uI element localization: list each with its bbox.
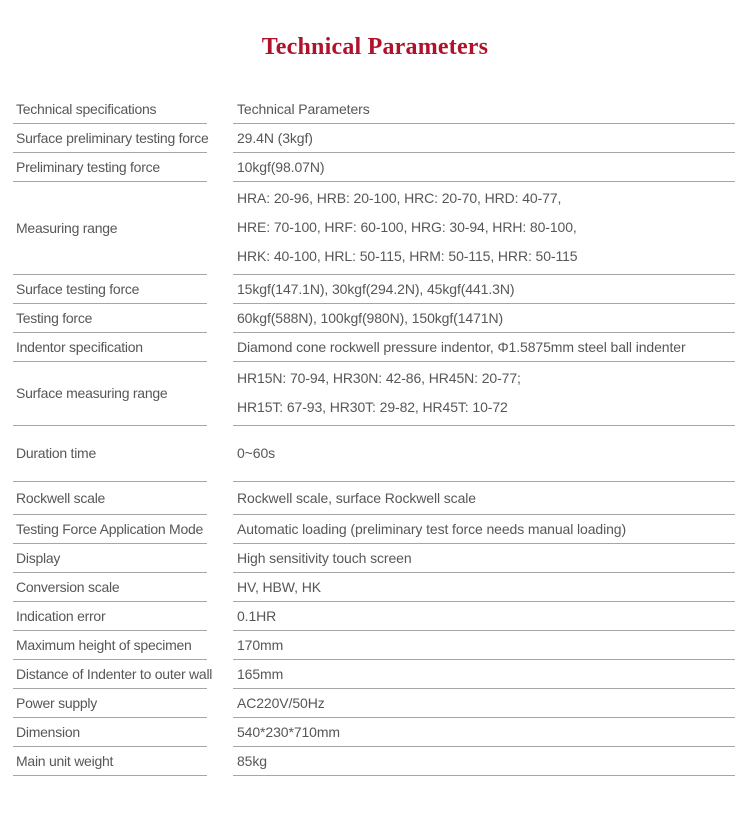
table-row: [13, 544, 735, 573]
table-row: [13, 515, 735, 544]
row-label: Duration time: [13, 426, 207, 482]
row-label: Measuring range: [13, 182, 207, 275]
value-line: HRA: 20-96, HRB: 20-100, HRC: 20-70, HRD: 40-77,: [237, 190, 562, 206]
value-line: Rockwell scale, surface Rockwell scale: [237, 489, 476, 506]
table-row: [13, 333, 735, 362]
value-line: 540*230*710mm: [237, 723, 340, 740]
table-row: [13, 362, 735, 426]
column-gap: [207, 573, 233, 602]
column-gap: [207, 544, 233, 573]
row-value: [233, 544, 735, 573]
row-value: [233, 304, 735, 333]
column-gap: [207, 482, 233, 515]
value-line: HRK: 40-100, HRL: 50-115, HRM: 50-115, HRR: 50-115: [237, 248, 578, 264]
row-value: [233, 362, 735, 426]
column-gap: [207, 124, 233, 153]
row-value: [233, 602, 735, 631]
row-value: [233, 124, 735, 153]
table-row: [13, 689, 735, 718]
column-gap: [207, 660, 233, 689]
value-line: 15kgf(147.1N), 30kgf(294.2N), 45kgf(441.3N): [237, 280, 515, 297]
value-line: Automatic loading (preliminary test force needs manual loading): [237, 520, 627, 537]
row-label: Power supply: [13, 689, 207, 718]
table-row: [13, 718, 735, 747]
value-line: 29.4N (3kgf): [237, 129, 313, 146]
row-label: Testing force: [13, 304, 207, 333]
table-row: [13, 182, 735, 275]
value-line: 165mm: [237, 665, 284, 682]
column-gap: [207, 182, 233, 275]
row-label: Indication error: [13, 602, 207, 631]
column-gap: [207, 333, 233, 362]
column-gap: [207, 275, 233, 304]
table-row: [13, 602, 735, 631]
row-value: [233, 153, 735, 182]
row-label: Technical specifications: [13, 95, 207, 124]
table-row: [13, 304, 735, 333]
column-gap: [207, 718, 233, 747]
value-line: 0.1HR: [237, 607, 277, 624]
row-value: [233, 333, 735, 362]
row-value: [233, 689, 735, 718]
row-label: Rockwell scale: [13, 482, 207, 515]
value-line: HR15T: 67-93, HR30T: 29-82, HR45T: 10-72: [237, 399, 508, 415]
row-label: Surface preliminary testing force: [13, 124, 207, 153]
column-gap: [207, 362, 233, 426]
row-value: [233, 275, 735, 304]
table-row: [13, 482, 735, 515]
table-row: [13, 631, 735, 660]
value-line: Technical Parameters: [237, 100, 370, 117]
value-line: 10kgf(98.07N): [237, 158, 325, 175]
row-value: [233, 660, 735, 689]
page-title: Technical Parameters: [261, 34, 489, 60]
row-value: [233, 747, 735, 776]
table-row: [13, 275, 735, 304]
column-gap: [207, 602, 233, 631]
row-label: Preliminary testing force: [13, 153, 207, 182]
table-row: [13, 124, 735, 153]
table-row: [13, 153, 735, 182]
row-value: [233, 182, 735, 275]
column-gap: [207, 426, 233, 482]
value-line: HRE: 70-100, HRF: 60-100, HRG: 30-94, HRH: 80-100,: [237, 219, 577, 235]
column-gap: [207, 747, 233, 776]
row-label: Display: [13, 544, 207, 573]
value-line: 60kgf(588N), 100kgf(980N), 150kgf(1471N): [237, 309, 504, 326]
value-line: Diamond cone rockwell pressure indentor, Φ1.5875mm steel ball indenter: [237, 338, 686, 355]
table-row: [13, 95, 735, 124]
row-label: Dimension: [13, 718, 207, 747]
column-gap: [207, 304, 233, 333]
value-line: 0~60s: [237, 445, 276, 461]
table-row: [13, 747, 735, 776]
row-value: [233, 515, 735, 544]
column-gap: [207, 631, 233, 660]
column-gap: [207, 153, 233, 182]
table-row: [13, 426, 735, 482]
value-line: AC220V/50Hz: [237, 694, 325, 711]
value-line: HV, HBW, HK: [237, 578, 321, 595]
row-value: [233, 631, 735, 660]
column-gap: [207, 689, 233, 718]
spec-table: [13, 95, 735, 776]
row-value: [233, 718, 735, 747]
row-value: [233, 573, 735, 602]
row-value: [233, 482, 735, 515]
value-line: High sensitivity touch screen: [237, 549, 412, 566]
row-label: Surface measuring range: [13, 362, 207, 426]
column-gap: [207, 515, 233, 544]
row-label: Conversion scale: [13, 573, 207, 602]
value-line: HR15N: 70-94, HR30N: 42-86, HR45N: 20-77;: [237, 370, 521, 386]
value-line: 85kg: [237, 752, 267, 769]
table-row: [13, 573, 735, 602]
row-label: Main unit weight: [13, 747, 207, 776]
row-label: Maximum height of specimen: [13, 631, 207, 660]
row-label: Surface testing force: [13, 275, 207, 304]
row-value: [233, 95, 735, 124]
row-label: Indentor specification: [13, 333, 207, 362]
table-row: [13, 660, 735, 689]
column-gap: [207, 95, 233, 124]
row-label: Testing Force Application Mode: [13, 515, 207, 544]
value-line: 170mm: [237, 636, 284, 653]
row-label: Distance of Indenter to outer wall: [13, 660, 207, 689]
row-value: [233, 426, 735, 482]
